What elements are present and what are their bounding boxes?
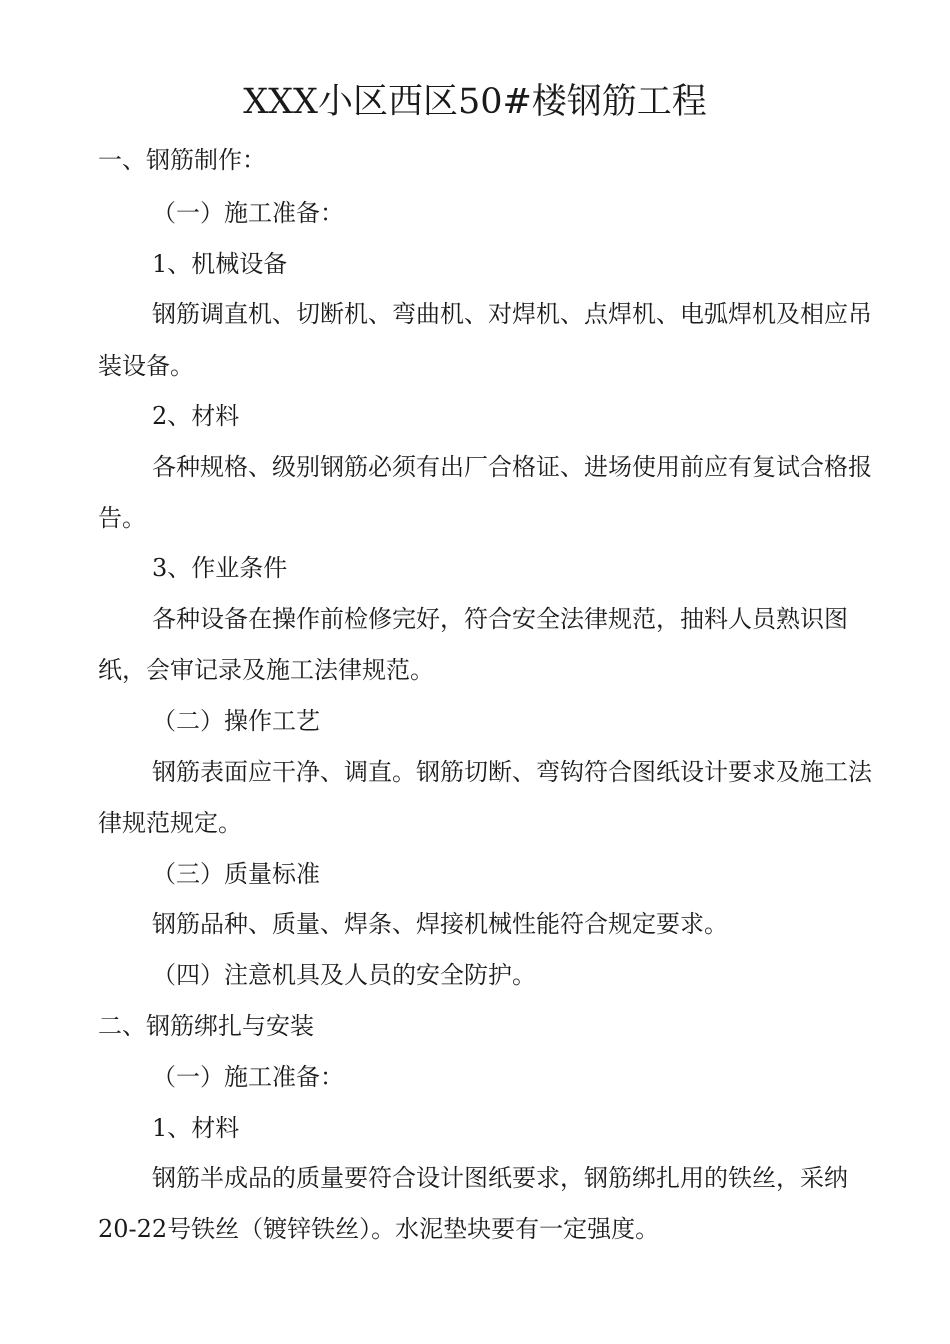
document-title: XXX小区西区50#楼钢筋工程 [243, 82, 707, 122]
paragraph-line: 钢筋半成品的质量要符合设计图纸要求，钢筋绑扎用的铁丝，采纳 [152, 1164, 848, 1192]
paragraph-line: 钢筋调直机、切断机、弯曲机、对焊机、点焊机、电弧焊机及相应吊 [152, 300, 872, 328]
subsection-heading: （二）操作工艺 [152, 707, 320, 735]
item-heading: 1、机械设备 [152, 250, 288, 278]
paragraph-line: 律规范规定。 [98, 809, 242, 837]
item-heading: 2、材料 [152, 402, 240, 430]
section-heading-1: 一、钢筋制作： [98, 146, 266, 174]
paragraph-line: 钢筋品种、质量、焊条、焊接机械性能符合规定要求。 [152, 910, 728, 938]
section-heading-2: 二、钢筋绑扎与安装 [98, 1012, 314, 1040]
subsection-heading: （四）注意机具及人员的安全防护。 [152, 961, 536, 989]
paragraph-line: 钢筋表面应干净、调直。钢筋切断、弯钩符合图纸设计要求及施工法 [152, 758, 872, 786]
item-heading: 1、材料 [152, 1114, 240, 1142]
subsection-heading: （三）质量标准 [152, 860, 320, 888]
paragraph-line: 20-22号铁丝（镀锌铁丝）。水泥垫块要有一定强度。 [98, 1215, 660, 1243]
paragraph-line: 纸，会审记录及施工法律规范。 [98, 656, 434, 684]
subsection-heading: （一）施工准备： [152, 199, 344, 227]
item-heading: 3、作业条件 [152, 554, 288, 582]
paragraph-line: 各种设备在操作前检修完好，符合安全法律规范，抽料人员熟识图 [152, 605, 848, 633]
paragraph-line: 装设备。 [98, 352, 194, 380]
paragraph-line: 告。 [98, 504, 146, 532]
subsection-heading: （一）施工准备： [152, 1063, 344, 1091]
paragraph-line: 各种规格、级别钢筋必须有出厂合格证、进场使用前应有复试合格报 [152, 453, 872, 481]
